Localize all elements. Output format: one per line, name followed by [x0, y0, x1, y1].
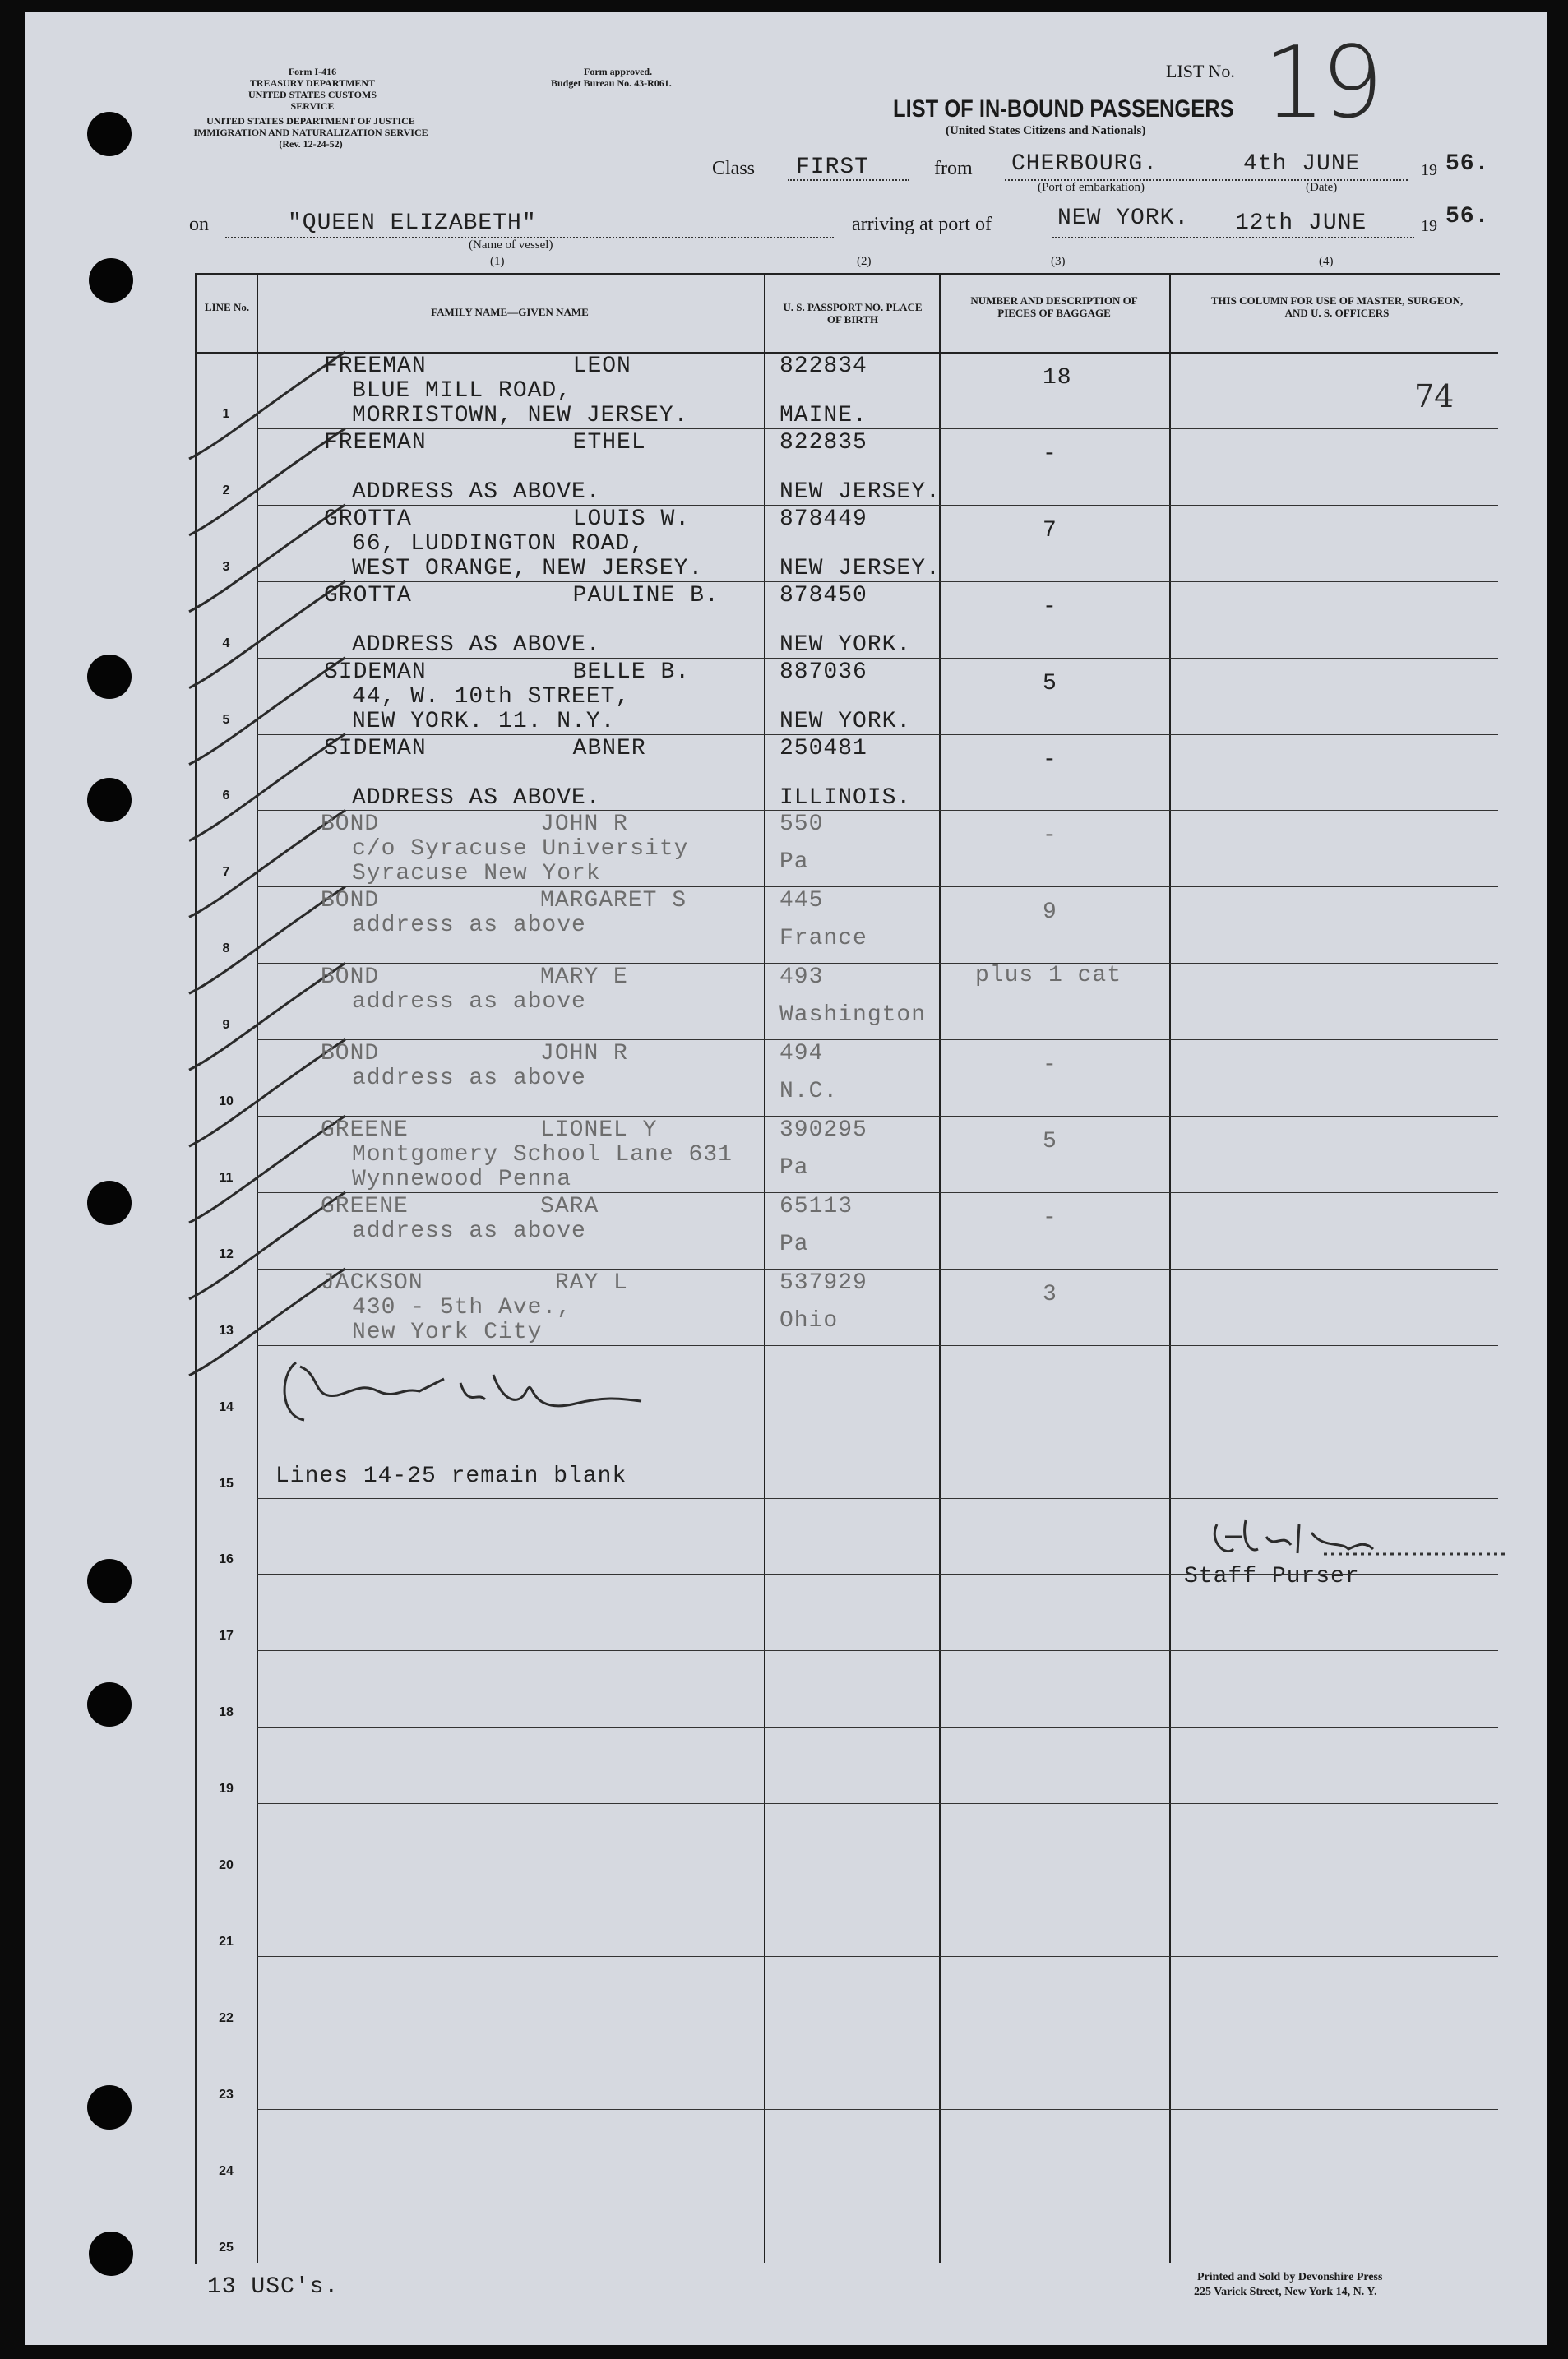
- place-of-birth: Pa: [779, 1155, 809, 1181]
- place-of-birth: N.C.: [779, 1079, 839, 1104]
- line-number: 14: [219, 1400, 234, 1414]
- row-divider: [257, 1650, 1498, 1651]
- class-label: Class: [712, 158, 756, 179]
- line-number: 2: [222, 483, 230, 497]
- baggage-count: 5: [1043, 671, 1057, 696]
- passenger-name: GREENE SARA: [321, 1194, 599, 1219]
- customs-service: UNITED STATES CUSTOMS SERVICE: [247, 89, 377, 112]
- passenger-name: FREEMAN LEON: [324, 354, 631, 379]
- passenger-name: JACKSON RAY L: [321, 1270, 628, 1296]
- arrive-year-suffix: 56.: [1445, 204, 1490, 229]
- punch-hole: [89, 2232, 133, 2276]
- line-number: 3: [222, 560, 230, 574]
- place-of-birth: NEW YORK.: [779, 632, 912, 658]
- passenger-address-line1: Montgomery School Lane 631: [352, 1142, 733, 1168]
- row-divider: [257, 1116, 1498, 1117]
- row-divider: [257, 734, 1498, 735]
- row-divider: [257, 2109, 1498, 2110]
- place-of-birth: Pa: [779, 849, 809, 875]
- passenger-address-line1: address as above: [352, 989, 586, 1015]
- row-divider: [257, 428, 1498, 429]
- row-divider: [257, 886, 1498, 887]
- passenger-name: GROTTA PAULINE B.: [324, 583, 719, 608]
- class-value: FIRST: [796, 155, 870, 180]
- line-number: 7: [222, 865, 230, 879]
- embark-note: (Port of embarkation): [1038, 181, 1145, 194]
- baggage-count: 5: [1043, 1129, 1057, 1154]
- form-approved: Form approved.: [584, 66, 653, 77]
- passenger-address-line1: BLUE MILL ROAD,: [352, 378, 572, 404]
- passenger-address-line1: address as above: [352, 913, 586, 938]
- manifest-page: [25, 12, 1547, 2345]
- line-number: 15: [219, 1477, 234, 1491]
- place-of-birth: NEW JERSEY.: [779, 479, 941, 505]
- row-divider: [257, 1727, 1498, 1728]
- baggage-count: -: [1043, 1052, 1057, 1078]
- passport-number: 65113: [779, 1194, 853, 1219]
- arrive-year-prefix: 19: [1421, 217, 1437, 235]
- line-number: 1: [222, 407, 230, 421]
- passport-number: 887036: [779, 659, 867, 685]
- baggage-count: 7: [1043, 518, 1057, 543]
- line-number: 24: [219, 2164, 234, 2178]
- line-number: 10: [219, 1094, 234, 1108]
- list-number-label: LIST No.: [1166, 61, 1235, 81]
- header-line-no: LINE No.: [204, 301, 250, 313]
- place-of-birth: France: [779, 926, 867, 951]
- passenger-address-line1: c/o Syracuse University: [352, 836, 689, 862]
- ins-service: IMMIGRATION AND NATURALIZATION SERVICE: [193, 127, 428, 138]
- passport-number: 494: [779, 1041, 824, 1066]
- passenger-name: BOND MARY E: [321, 964, 628, 990]
- passenger-name: FREEMAN ETHEL: [324, 430, 646, 456]
- row-divider: [257, 505, 1498, 506]
- row-divider: [257, 963, 1498, 964]
- form-number: Form I-416: [288, 66, 337, 77]
- row-divider: [257, 1192, 1498, 1193]
- passenger-address-line1: address as above: [352, 1219, 586, 1244]
- passenger-address-line1: 66, LUDDINGTON ROAD,: [352, 531, 645, 557]
- passport-number: 537929: [779, 1270, 867, 1296]
- punch-hole: [87, 778, 132, 822]
- passenger-address-line2: MORRISTOWN, NEW JERSEY.: [352, 403, 689, 428]
- form-revision: (Rev. 12-24-52): [279, 138, 343, 150]
- passenger-name: SIDEMAN BELLE B.: [324, 659, 691, 685]
- passport-number: 445: [779, 888, 824, 914]
- line-number: 13: [219, 1324, 234, 1338]
- place-of-birth: ILLINOIS.: [779, 785, 912, 811]
- row-divider: [257, 1039, 1498, 1040]
- from-label: from: [934, 158, 973, 179]
- usc-count: 13 USC's.: [207, 2274, 340, 2300]
- header-officers: THIS COLUMN FOR USE OF MASTER, SURGEON, AND U. S. OFFICERS: [1210, 294, 1464, 319]
- header-passport: U. S. PASSPORT NO. PLACE OF BIRTH: [783, 301, 923, 326]
- row-divider: [257, 1956, 1498, 1957]
- col-num-3: (3): [1051, 255, 1066, 268]
- row-divider: [257, 1345, 1498, 1346]
- year-prefix: 19: [1421, 161, 1437, 179]
- passenger-address-line2: New York City: [352, 1320, 543, 1345]
- baggage-count: -: [1043, 747, 1057, 773]
- line-number: 18: [219, 1705, 234, 1719]
- baggage-count: 18: [1043, 365, 1072, 391]
- line-number: 17: [219, 1629, 234, 1643]
- place-of-birth: Ohio: [779, 1308, 839, 1334]
- passenger-address-line2: Syracuse New York: [352, 861, 601, 886]
- row-divider: [257, 1803, 1498, 1804]
- line-number: 16: [219, 1552, 234, 1566]
- passenger-name: GREENE LIONEL Y: [321, 1117, 658, 1143]
- line-number: 5: [222, 713, 230, 727]
- passenger-address-line2: NEW YORK. 11. N.Y.: [352, 709, 616, 734]
- baggage-count: -: [1043, 823, 1057, 849]
- date-note: (Date): [1306, 181, 1338, 194]
- baggage-count: -: [1043, 594, 1057, 620]
- line-number: 12: [219, 1247, 234, 1261]
- row-divider: [257, 658, 1498, 659]
- place-of-birth: MAINE.: [779, 403, 867, 428]
- passenger-address-line2: ADDRESS AS ABOVE.: [352, 785, 601, 811]
- arrival-date: 12th JUNE: [1235, 210, 1367, 236]
- line-number: 23: [219, 2088, 234, 2102]
- form-subtitle: (United States Citizens and Nationals): [946, 124, 1146, 137]
- punch-hole: [87, 1181, 132, 1225]
- embark-port: CHERBOURG.: [1011, 151, 1159, 177]
- row-divider: [257, 1498, 1498, 1499]
- punch-hole: [87, 1559, 132, 1603]
- baggage-count: 9: [1043, 900, 1057, 925]
- baggage-count: -: [1043, 442, 1057, 467]
- blank-lines-note: Lines 14-25 remain blank: [275, 1464, 627, 1489]
- col-num-2: (2): [857, 255, 872, 268]
- passenger-address-line2: Wynnewood Penna: [352, 1167, 572, 1192]
- header-name: FAMILY NAME—GIVEN NAME: [431, 306, 589, 318]
- passport-number: 250481: [779, 736, 867, 761]
- passport-number: 822835: [779, 430, 867, 456]
- row-divider: [257, 581, 1498, 582]
- punch-hole: [87, 655, 132, 699]
- justice-dept: UNITED STATES DEPARTMENT OF JUSTICE: [206, 115, 415, 127]
- passenger-address-line2: ADDRESS AS ABOVE.: [352, 632, 601, 658]
- passenger-address-line2: WEST ORANGE, NEW JERSEY.: [352, 556, 704, 581]
- passport-number: 878450: [779, 583, 867, 608]
- printer-line-2: 225 Varick Street, New York 14, N. Y.: [1194, 2286, 1377, 2298]
- budget-bureau: Budget Bureau No. 43-R061.: [551, 77, 672, 89]
- line-number: 4: [222, 636, 230, 650]
- passport-number: 822834: [779, 354, 867, 379]
- passenger-name: BOND JOHN R: [321, 1041, 628, 1066]
- line-number: 25: [219, 2241, 234, 2255]
- punch-hole: [87, 2085, 132, 2130]
- line-number: 8: [222, 941, 230, 955]
- passport-number: 550: [779, 812, 824, 837]
- form-title: LIST OF IN-BOUND PASSENGERS: [893, 95, 1234, 123]
- line-number: 19: [219, 1782, 234, 1796]
- passenger-address-line1: 430 - 5th Ave.,: [352, 1295, 572, 1321]
- passenger-name: GROTTA LOUIS W.: [324, 506, 691, 532]
- col-num-4: (4): [1319, 255, 1334, 268]
- list-number: 19: [1263, 26, 1379, 141]
- arrival-port: NEW YORK.: [1057, 206, 1190, 231]
- baggage-count: 3: [1043, 1282, 1057, 1307]
- line-number: 22: [219, 2011, 234, 2025]
- punch-hole: [87, 1682, 132, 1727]
- passport-number: 878449: [779, 506, 867, 532]
- punch-hole: [89, 258, 133, 303]
- line-number: 9: [222, 1018, 230, 1032]
- vessel-name: "QUEEN ELIZABETH": [288, 210, 537, 236]
- place-of-birth: Washington: [779, 1002, 927, 1028]
- place-of-birth: NEW YORK.: [779, 709, 912, 734]
- passenger-name: BOND MARGARET S: [321, 888, 687, 914]
- treasury-dept: TREASURY DEPARTMENT: [249, 77, 376, 89]
- printer-line-1: Printed and Sold by Devonshire Press: [1197, 2271, 1383, 2283]
- punch-hole: [87, 112, 132, 156]
- line-number: 21: [219, 1935, 234, 1949]
- row-divider: [257, 1574, 1498, 1575]
- passenger-name: SIDEMAN ABNER: [324, 736, 646, 761]
- passenger-address-line1: address as above: [352, 1066, 586, 1091]
- passport-number: 390295: [779, 1117, 867, 1143]
- arriving-label: arriving at port of: [852, 214, 992, 235]
- year-suffix: 56.: [1445, 151, 1490, 177]
- line-number: 6: [222, 789, 230, 803]
- passenger-name: BOND JOHN R: [321, 812, 628, 837]
- vessel-note: (Name of vessel): [469, 238, 553, 252]
- place-of-birth: Pa: [779, 1232, 809, 1257]
- header-baggage: NUMBER AND DESCRIPTION OF PIECES OF BAGGAGE: [970, 294, 1138, 319]
- row-divider: [257, 1269, 1498, 1270]
- baggage-count: -: [1043, 1205, 1057, 1231]
- passport-number: 493: [779, 964, 824, 990]
- place-of-birth: NEW JERSEY.: [779, 556, 941, 581]
- baggage-count: plus 1 cat: [975, 963, 1122, 988]
- line-number: 20: [219, 1858, 234, 1872]
- officer-mark: 74: [1414, 378, 1455, 414]
- staff-purser-label: Staff Purser: [1184, 1564, 1360, 1589]
- on-label: on: [189, 214, 209, 235]
- departure-date: 4th JUNE: [1243, 151, 1361, 177]
- col-num-1: (1): [490, 255, 505, 268]
- line-number: 11: [219, 1171, 234, 1185]
- passenger-address-line2: ADDRESS AS ABOVE.: [352, 479, 601, 505]
- passenger-address-line1: 44, W. 10th STREET,: [352, 684, 631, 710]
